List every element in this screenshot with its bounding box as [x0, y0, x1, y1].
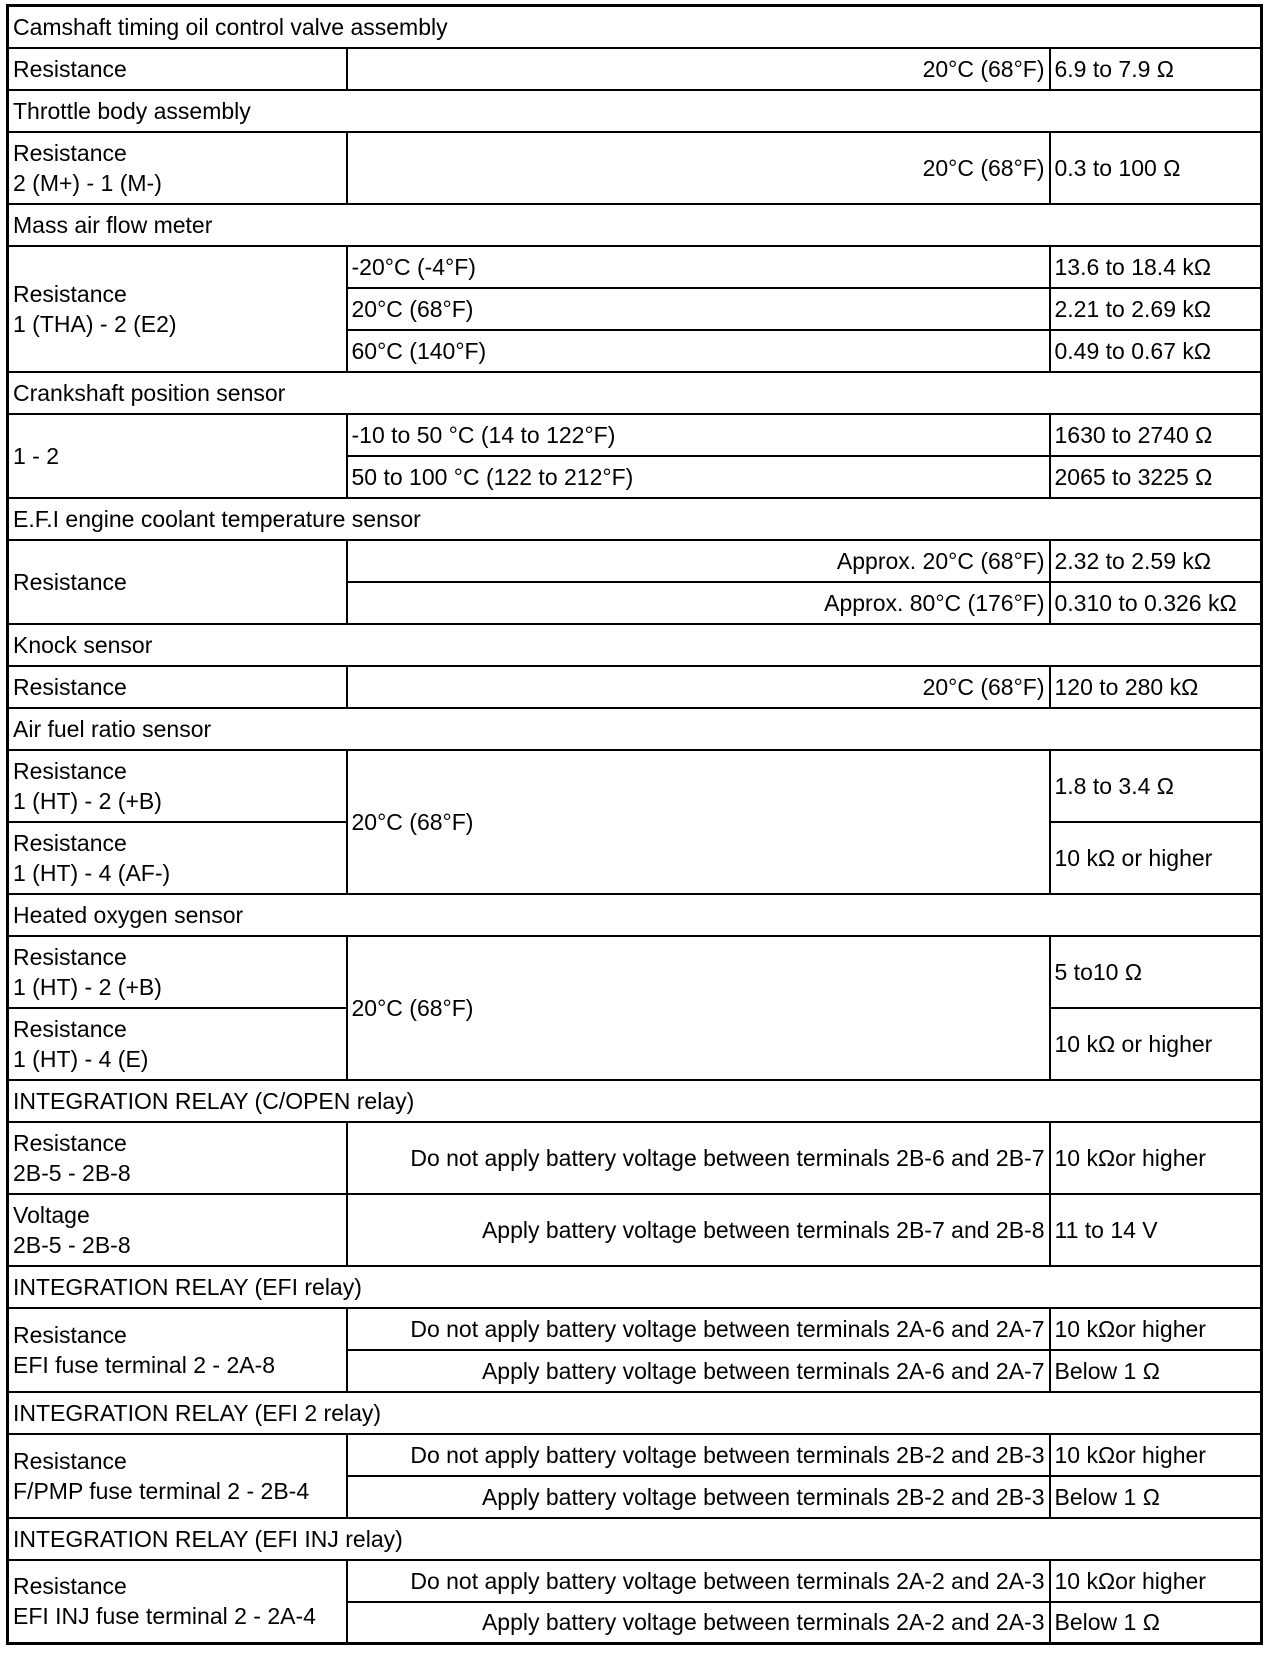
condition-cell: Approx. 80°C (176°F): [347, 582, 1050, 624]
table-row: [8, 1560, 1262, 1602]
table-row: [8, 414, 1262, 456]
section-header-row: [8, 1266, 1262, 1308]
section-header-row: [8, 204, 1262, 246]
spec-cell: 2065 to 3225 Ω: [1050, 456, 1262, 498]
table-row: [8, 666, 1262, 708]
item-label: Resistance: [13, 1129, 127, 1156]
spec-cell: 2.32 to 2.59 kΩ: [1050, 540, 1262, 582]
condition-cell: Do not apply battery voltage between terminals 2B-6 and 2B-7: [347, 1122, 1050, 1194]
item-terminals: 1 (HT) - 2 (+B): [13, 787, 162, 814]
spec-cell: Below 1 Ω: [1050, 1476, 1262, 1518]
section-title: INTEGRATION RELAY (EFI INJ relay): [8, 1518, 1262, 1560]
spec-cell: Below 1 Ω: [1050, 1350, 1262, 1392]
item-cell: Resistance: [8, 666, 347, 708]
condition-cell: Apply battery voltage between terminals 2A-6 and 2A-7: [347, 1350, 1050, 1392]
spec-cell: Below 1 Ω: [1050, 1602, 1262, 1644]
spec-cell: 0.3 to 100 Ω: [1050, 132, 1262, 204]
table-row: [8, 750, 1262, 822]
section-title: Crankshaft position sensor: [8, 372, 1262, 414]
section-header-row: [8, 708, 1262, 750]
section-title: INTEGRATION RELAY (EFI 2 relay): [8, 1392, 1262, 1434]
section-title: Mass air flow meter: [8, 204, 1262, 246]
table-row: [8, 1308, 1262, 1350]
spec-cell: 10 kΩor higher: [1050, 1122, 1262, 1194]
spec-cell: 120 to 280 kΩ: [1050, 666, 1262, 708]
spec-cell: 10 kΩor higher: [1050, 1560, 1262, 1602]
item-cell: Resistance: [8, 48, 347, 90]
spec-cell: 10 kΩ or higher: [1050, 1008, 1262, 1080]
section-title: E.F.I engine coolant temperature sensor: [8, 498, 1262, 540]
item-cell: [8, 1560, 347, 1644]
spec-cell: 11 to 14 V: [1050, 1194, 1262, 1266]
condition-cell: 20°C (68°F): [347, 288, 1050, 330]
section-title: INTEGRATION RELAY (C/OPEN relay): [8, 1080, 1262, 1122]
item-terminals: EFI INJ fuse terminal 2 - 2A-4: [13, 1603, 316, 1630]
condition-cell: 60°C (140°F): [347, 330, 1050, 372]
section-header-row: [8, 894, 1262, 936]
spec-cell: 10 kΩor higher: [1050, 1308, 1262, 1350]
condition-cell: 20°C (68°F): [347, 48, 1050, 90]
table-row: [8, 1194, 1262, 1266]
spec-cell: 6.9 to 7.9 Ω: [1050, 48, 1262, 90]
item-label: Resistance: [13, 1015, 127, 1042]
spec-cell: 1630 to 2740 Ω: [1050, 414, 1262, 456]
item-label: Voltage: [13, 1201, 90, 1228]
section-header-row: [8, 1518, 1262, 1560]
section-header-row: [8, 372, 1262, 414]
item-cell: [8, 1308, 347, 1392]
spec-cell: 5 to10 Ω: [1050, 936, 1262, 1008]
item-terminals: 2 (M+) - 1 (M-): [13, 169, 162, 196]
spec-cell: 1.8 to 3.4 Ω: [1050, 750, 1262, 822]
spec-cell: 10 kΩ or higher: [1050, 822, 1262, 894]
section-title: Air fuel ratio sensor: [8, 708, 1262, 750]
item-cell: [8, 246, 347, 372]
condition-cell: 20°C (68°F): [347, 936, 1050, 1080]
condition-cell: 20°C (68°F): [347, 132, 1050, 204]
spec-cell: 2.21 to 2.69 kΩ: [1050, 288, 1262, 330]
item-label: Resistance: [13, 1447, 127, 1474]
section-title: Throttle body assembly: [8, 90, 1262, 132]
condition-cell: 20°C (68°F): [347, 666, 1050, 708]
condition-cell: -10 to 50 °C (14 to 122°F): [347, 414, 1050, 456]
item-label: Resistance: [13, 757, 127, 784]
table-row: [8, 936, 1262, 1008]
section-header-row: [8, 1392, 1262, 1434]
section-title: Camshaft timing oil control valve assembly: [8, 6, 1262, 48]
condition-cell: Do not apply battery voltage between terminals 2A-2 and 2A-3: [347, 1560, 1050, 1602]
item-cell: [8, 132, 347, 204]
item-label: Resistance: [13, 829, 127, 856]
item-terminals: 1 (HT) - 2 (+B): [13, 973, 162, 1000]
item-terminals: 2B-5 - 2B-8: [13, 1159, 131, 1186]
item-terminals: 2B-5 - 2B-8: [13, 1231, 131, 1258]
item-terminals: EFI fuse terminal 2 - 2A-8: [13, 1351, 276, 1378]
table-row: [8, 246, 1262, 288]
item-cell: [8, 750, 347, 822]
item-label: Resistance: [13, 1321, 127, 1348]
item-label: Resistance: [13, 280, 127, 307]
condition-cell: Do not apply battery voltage between terminals 2B-2 and 2B-3: [347, 1434, 1050, 1476]
section-header-row: [8, 498, 1262, 540]
spec-cell: 10 kΩor higher: [1050, 1434, 1262, 1476]
spec-cell: 13.6 to 18.4 kΩ: [1050, 246, 1262, 288]
item-cell: Resistance: [8, 540, 347, 624]
section-header-row: [8, 624, 1262, 666]
condition-cell: -20°C (-4°F): [347, 246, 1050, 288]
section-header-row: [8, 90, 1262, 132]
item-cell: [8, 936, 347, 1008]
condition-cell: Apply battery voltage between terminals 2B-2 and 2B-3: [347, 1476, 1050, 1518]
specification-table: [6, 4, 1263, 1645]
item-cell: [8, 822, 347, 894]
table-row: [8, 540, 1262, 582]
section-title: INTEGRATION RELAY (EFI relay): [8, 1266, 1262, 1308]
item-cell: [8, 1434, 347, 1518]
item-terminals: 1 (HT) - 4 (E): [13, 1045, 149, 1072]
item-terminals: F/PMP fuse terminal 2 - 2B-4: [13, 1477, 310, 1504]
table-row: [8, 1122, 1262, 1194]
item-label: Resistance: [13, 1573, 127, 1600]
spec-cell: 0.49 to 0.67 kΩ: [1050, 330, 1262, 372]
item-cell: [8, 1194, 347, 1266]
item-cell: 1 - 2: [8, 414, 347, 498]
item-terminals: 1 (HT) - 4 (AF-): [13, 859, 171, 886]
table-row: [8, 48, 1262, 90]
condition-cell: Approx. 20°C (68°F): [347, 540, 1050, 582]
spec-cell: 0.310 to 0.326 kΩ: [1050, 582, 1262, 624]
section-header-row: [8, 6, 1262, 48]
section-header-row: [8, 1080, 1262, 1122]
section-title: Knock sensor: [8, 624, 1262, 666]
condition-cell: 20°C (68°F): [347, 750, 1050, 894]
condition-cell: Apply battery voltage between terminals 2B-7 and 2B-8: [347, 1194, 1050, 1266]
item-label: Resistance: [13, 943, 127, 970]
item-cell: [8, 1008, 347, 1080]
condition-cell: 50 to 100 °C (122 to 212°F): [347, 456, 1050, 498]
item-cell: [8, 1122, 347, 1194]
item-terminals: 1 (THA) - 2 (E2): [13, 310, 177, 337]
table-row: [8, 132, 1262, 204]
table-row: [8, 1434, 1262, 1476]
condition-cell: Apply battery voltage between terminals 2A-2 and 2A-3: [347, 1602, 1050, 1644]
section-title: Heated oxygen sensor: [8, 894, 1262, 936]
condition-cell: Do not apply battery voltage between terminals 2A-6 and 2A-7: [347, 1308, 1050, 1350]
item-label: Resistance: [13, 139, 127, 166]
